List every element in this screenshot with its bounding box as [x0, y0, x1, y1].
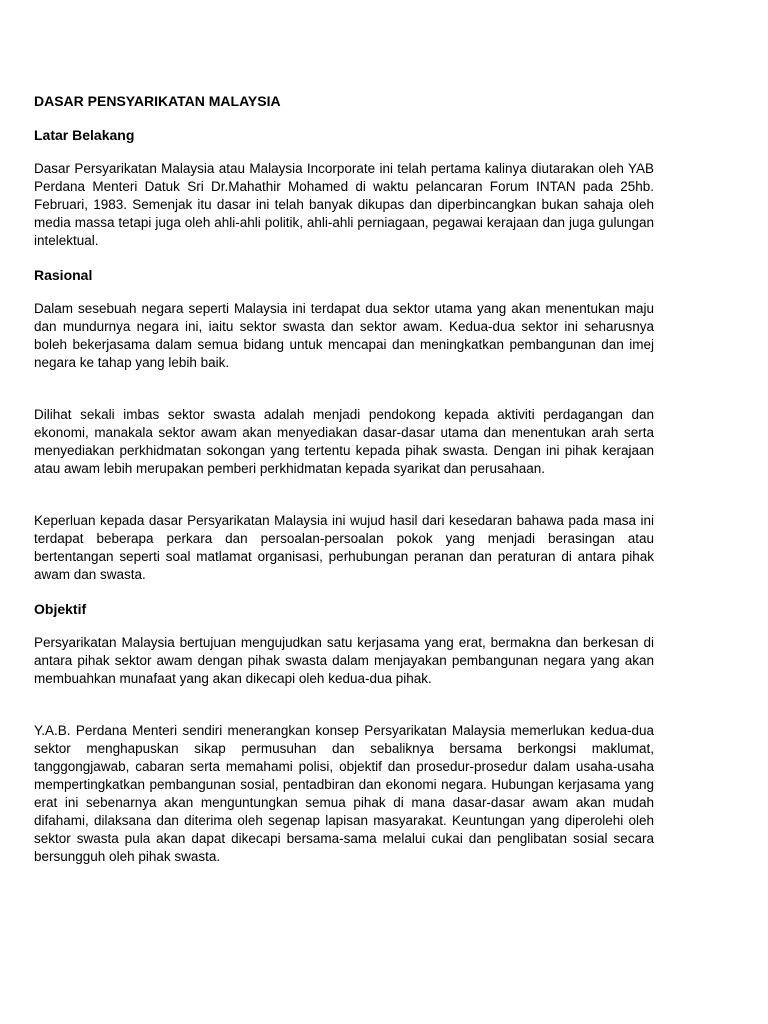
- document-page: [34, 92, 654, 882]
- paragraph-objektif-2: Y.A.B. Perdana Menteri sendiri menerangkan konsep Persyarikatan Malaysia memerlukan kedua-dua sektor menghapuskan sikap permusuhan dan sebaliknya bersama berkongsi maklumat, tanggongjawab, cabaran serta memahami polisi, objektif dan prosedur-prosedur dalam usaha-usaha mempertingkatkan pembangunan sosial, pentadbiran dan ekonomi negara. Hubungan kerjasama yang erat ini sebenarnya akan menguntungkan semua pihak di mana dasar-dasar awam akan mudah difahami, dilaksana dan diterima oleh segenap lapisan masyarakat. Keuntungan yang diperolehi oleh sektor swasta pula akan dapat dikecapi bersama-sama melalui cukai dan penglibatan sosial secara bersungguh oleh pihak swasta.: [34, 723, 654, 864]
- paragraph-rasional-2: Dilihat sekali imbas sektor swasta adalah menjadi pendokong kepada aktiviti perdagangan dan ekonomi, manakala sektor awam akan menyediakan dasar-dasar utama dan menentukan arah serta menyediakan perkhidmatan sokongan yang tertentu kepada pihak swasta. Dengan ini pihak kerajaan atau awam lebih merupakan pemberi perkhidmatan kepada syarikat dan perusahaan.: [34, 407, 654, 476]
- document-title: DASAR PENSYARIKATAN MALAYSIA: [34, 93, 281, 109]
- paragraph-rasional-3: Keperluan kepada dasar Persyarikatan Malaysia ini wujud hasil dari kesedaran bahawa pada masa ini terdapat beberapa perkara dan persoalan-persoalan pokok yang menjadi berasingan atau bertentangan seperti soal matlamat organisasi, perhubungan peranan dan peraturan di antara pihak awam dan swasta.: [34, 513, 654, 582]
- heading-rasional: Rasional: [34, 267, 93, 283]
- paragraph-objektif-1: Persyarikatan Malaysia bertujuan mengujudkan satu kerjasama yang erat, bermakna dan berkesan di antara pihak sektor awam dengan pihak swasta dalam menjayakan pembangunan negara yang akan membuahkan munafaat yang akan dikecapi oleh kedua-dua pihak.: [34, 635, 654, 686]
- paragraph-latar-1: Dasar Persyarikatan Malaysia atau Malaysia Incorporate ini telah pertama kalinya diutarakan oleh YAB Perdana Menteri Datuk Sri Dr.Mahathir Mohamed di waktu pelancaran Forum INTAN pada 25hb. Februari, 1983. Semenjak itu dasar ini telah banyak dikupas dan diperbincangkan bukan sahaja oleh media massa tetapi juga oleh ahli-ahli politik, ahli-ahli perniagaan, pegawai kerajaan dan juga gulungan intelektual.: [34, 161, 654, 248]
- paragraph-rasional-1: Dalam sesebuah negara seperti Malaysia ini terdapat dua sektor utama yang akan menentukan maju dan mundurnya negara ini, iaitu sektor swasta dan sektor awam. Kedua-dua sektor ini seharusnya boleh bekerjasama dalam semua bidang untuk mencapai dan meningkatkan pembangunan dan imej negara ke tahap yang lebih baik.: [34, 301, 654, 370]
- heading-latar-belakang: Latar Belakang: [34, 127, 135, 143]
- heading-objektif: Objektif: [34, 601, 87, 617]
